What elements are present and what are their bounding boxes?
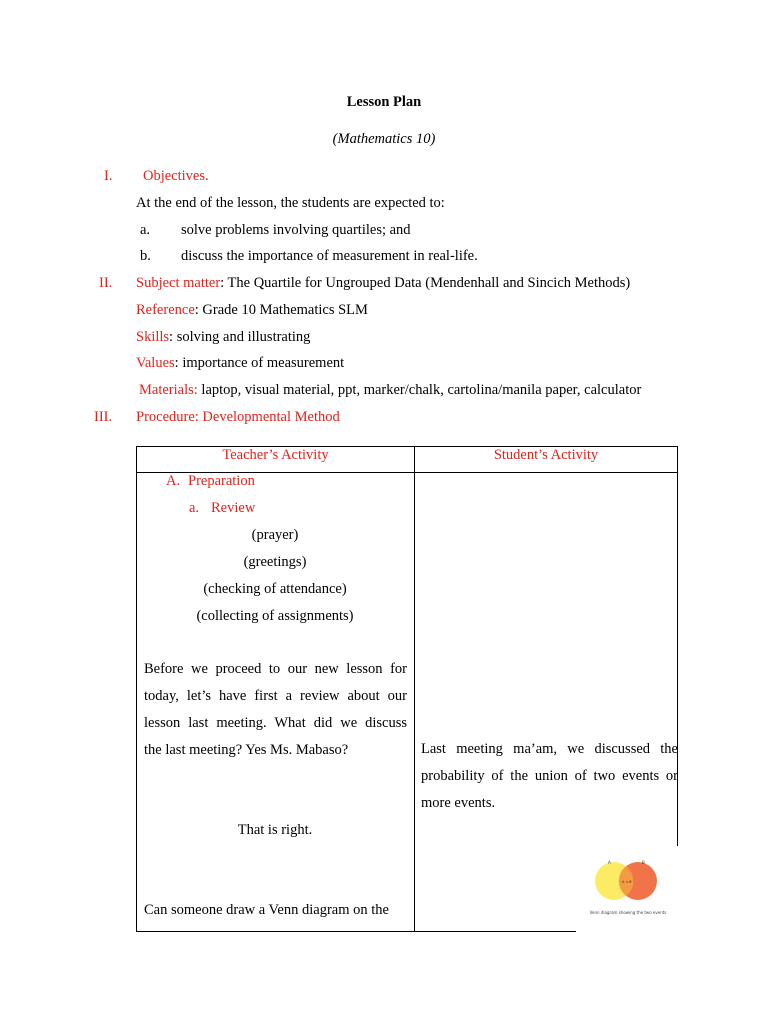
materials-text: laptop, visual material, ppt, marker/chalk, cartolina/manila paper, calculator <box>197 382 642 398</box>
section-2-number: II. <box>99 275 113 291</box>
materials-label: Materials: <box>139 382 198 398</box>
routine-prayer: (prayer) <box>251 527 299 543</box>
doc-subtitle: (Mathematics 10) <box>332 131 436 147</box>
preparation-label: Preparation <box>188 473 255 489</box>
subject-matter-line <box>136 275 630 292</box>
values-label: Values <box>136 355 175 371</box>
subject-matter-text: : The Quartile for Ungrouped Data (Mendenhall and Sincich Methods) <box>220 275 631 291</box>
routine-attendance: (checking of attendance) <box>203 581 347 597</box>
review-paragraph-line-1: Before we proceed to our new lesson for <box>144 661 407 677</box>
preparation-letter: A. <box>166 473 181 489</box>
review-paragraph-line-4: the last meeting? Yes Ms. Mabaso? <box>144 742 349 758</box>
venn-diagram-image <box>578 848 678 930</box>
reference-label: Reference <box>136 302 195 318</box>
student-activity-header: Student’s Activity <box>415 447 678 473</box>
routine-greetings: (greetings) <box>243 554 307 570</box>
review-paragraph-line-3: lesson last meeting. What did we discuss <box>144 715 407 731</box>
venn-label-b: B <box>642 860 645 865</box>
venn-prompt-text: Can someone draw a Venn diagram on the <box>144 902 389 918</box>
skills-label: Skills <box>136 329 170 345</box>
venn-diagram <box>578 848 678 930</box>
skills-text: : solving and illustrating <box>169 329 311 345</box>
venn-label-intersection: A ∩ B <box>622 880 632 884</box>
review-label: Review <box>211 500 256 516</box>
skills-line <box>136 329 310 346</box>
routine-assignments: (collecting of assignments) <box>196 608 354 624</box>
objective-b-letter: b. <box>140 248 151 264</box>
objectives-intro: At the end of the lesson, the students are expected to: <box>136 195 445 211</box>
section-1-number: I. <box>104 168 113 184</box>
values-text: : importance of measurement <box>174 355 345 371</box>
venn-label-a: A <box>608 860 611 865</box>
venn-caption: Venn diagram showing the two events <box>589 910 667 915</box>
teacher-activity-cell <box>137 473 415 932</box>
objective-a-text: solve problems involving quartiles; and <box>181 222 411 238</box>
affirmation-text: That is right. <box>237 822 313 838</box>
section-1-heading: Objectives. <box>143 168 209 184</box>
doc-title: Lesson Plan <box>346 94 422 110</box>
objective-a-letter: a. <box>140 222 151 238</box>
table-header-row <box>137 447 678 473</box>
subject-matter-label: Subject matter <box>136 275 221 291</box>
values-line <box>136 355 344 372</box>
review-paragraph-line-2: today, let’s have first a review about our <box>144 688 407 704</box>
section-3-number: III. <box>94 409 113 425</box>
student-answer-line-2: probability of the union of two events or <box>421 768 678 784</box>
reference-line <box>136 302 368 319</box>
teacher-activity-header: Teacher’s Activity <box>137 447 415 473</box>
student-answer-line-3: more events. <box>421 795 496 811</box>
review-letter: a. <box>189 500 200 516</box>
student-answer-line-1: Last meeting ma’am, we discussed the <box>421 741 678 757</box>
section-3-heading: Procedure: Developmental Method <box>136 409 340 425</box>
materials-line <box>139 382 641 399</box>
objective-b-text: discuss the importance of measurement in real-life. <box>181 248 478 264</box>
reference-text: : Grade 10 Mathematics SLM <box>194 302 368 318</box>
